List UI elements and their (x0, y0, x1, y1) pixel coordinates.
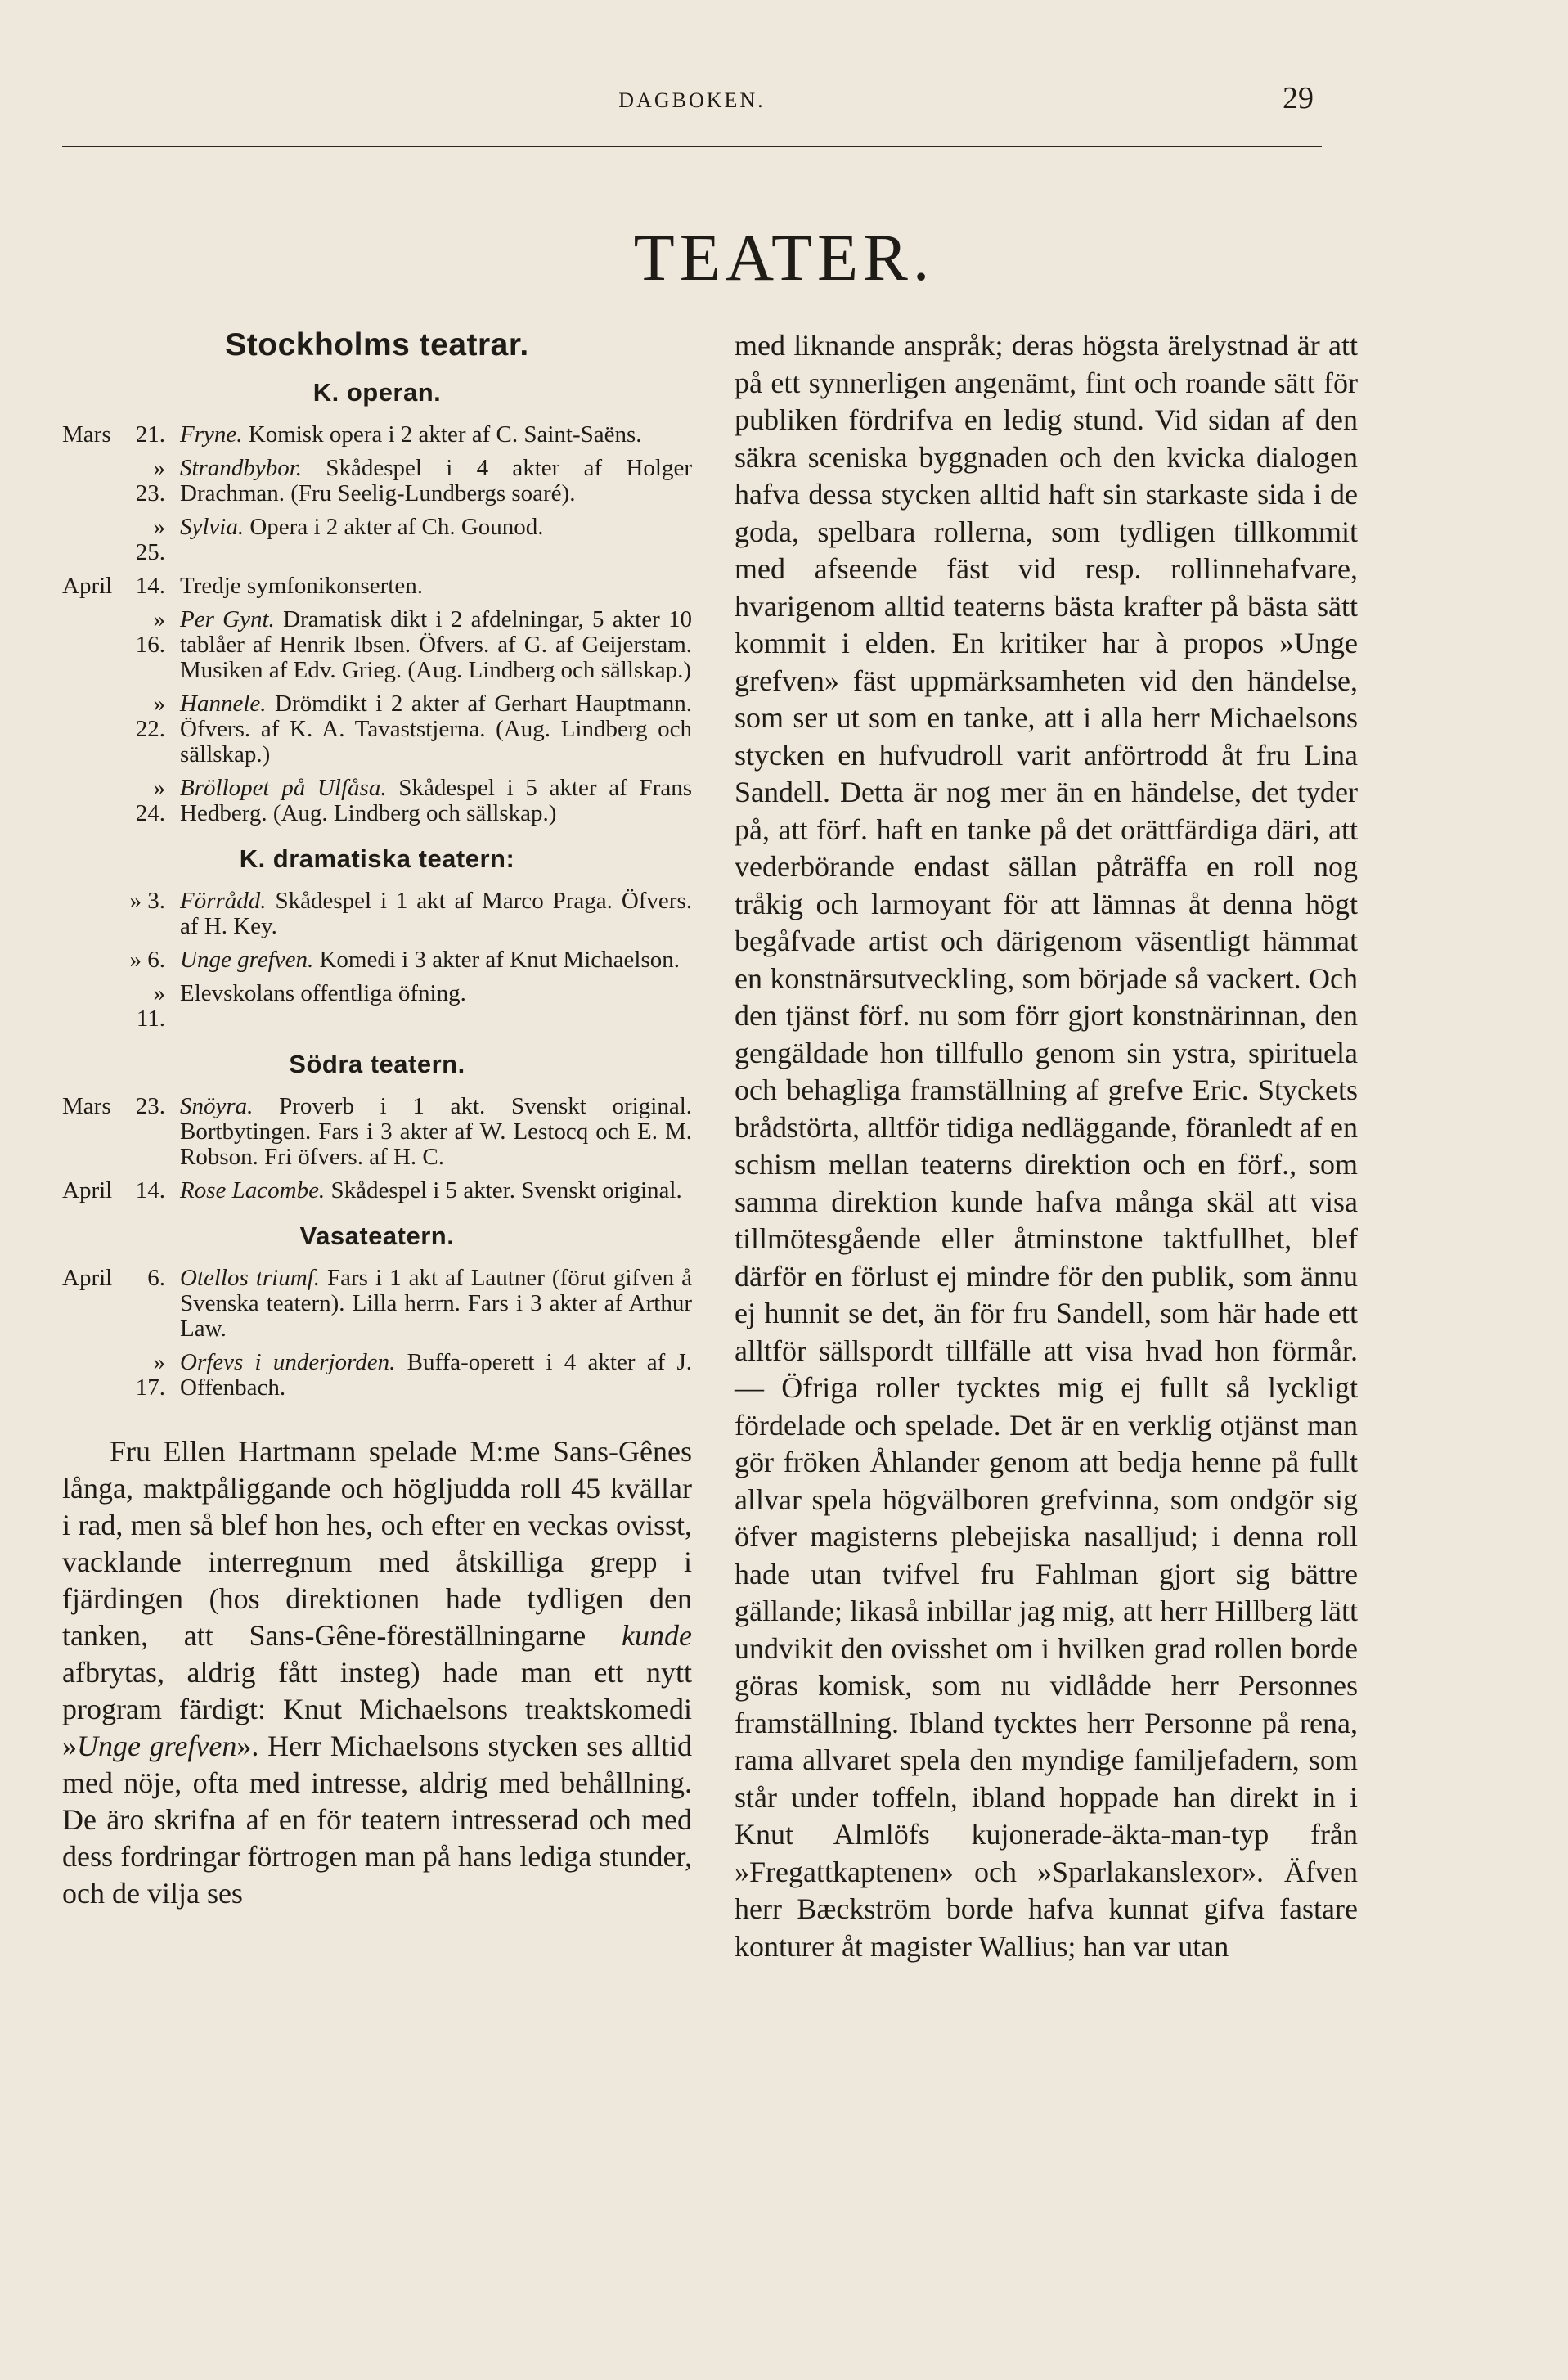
play-details: Skådespel i 5 akter. Svenskt original. (325, 1177, 682, 1203)
entry-month (62, 691, 119, 767)
list-heading: Stockholms teatrar. (225, 327, 529, 362)
entry-month (62, 1350, 119, 1401)
play-details: Tredje symfonikonserten. (180, 573, 423, 599)
article-continuation: med liknande anspråk; deras högsta ärelystnad är att på ett synnerligen angenämt, fint och roande sätt för publiken fördrifva en ledig stund. Vid sidan af den säkra sceniska byggnaden och den kvicka dialogen hafva dessa stycken alltid haft sin starkaste sida i de goda, spelbara rollerna, som tydligen tillkommit med afseende fäst vid resp. rollinnehafvare, hvarigenom alltid teaterns bästa krafter på bästa sätt kommit i elden. En kritiker har à propos »Unge grefven» fäst uppmärksamheten vid den händelse, som ser ut som en tanke, att i alla herr Michaelsons stycken en hufvudroll varit anförtrodd åt fru Lina Sandell. Detta är nog mer än en händelse, det tyder på, att förf. haft en tanke på det orättfärdiga däri, att vederbörande endast sällan påträffa en roll nog tråkig och larmoyant för att lämnas åt denna högt begåfvade artist och därigenom väsentligt hämmat en konstnärsutveckling, som började så vackert. Och den tjänst förf. nu som förr gjort konstnärinnan, den gengäldade hon tillfullo genom sin ystra, spirituela och behagliga framställning af grefve Eric. Styckets brådstörta, alltför tidiga nedläggande, föranledt af en schism mellan teaterns direktion och en förf., som samma direktion kunde hafva många skäl att visa tillmötesgående eller åtminstone taktfullhet, blef därför en förlust ej mindre för den publik, som ännu ej hunnit se det, än för fru Sandell, som här hade ett alltför sällspordt tillfälle att visa hvad hon förmår. — Öfriga roller tycktes mig ej fullt så lyckligt fördelade och spelade. Det är en verklig otjänst man gör fröken Åhlander genom att bedja henne på fullt allvar spela högvälboren grefvinna, som ondgör sig öfver magisterns plebejiska nasalljud; i denna roll hade utan tvifvel fru Fahlman gjort sig bättre gällande; likaså inbillar jag mig, att herr Hillberg lätt undvikit den ovisshet om i hvilken grad rollen borde göras komisk, som nu vidlådde herr Personnes framställning. Ibland tycktes herr Personne på rena, rama allvaret spela den myndige familjefadern, som står under toffeln, ibland hoppade han direkt in i Knut Almlöfs kujonerade-äkta-man-typ från »Fregattkaptenen» och »Sparlakanslexor». Äfven herr Bæckström borde hafva kunnat gifva fastare konturer åt magister Wallius; han var utan (735, 329, 1358, 1963)
performance-entry (62, 981, 692, 1032)
entry-day: » 3. (129, 888, 165, 914)
entry-description (180, 1094, 692, 1170)
play-details: Komedi i 3 akter af Knut Michaelson. (313, 947, 680, 973)
play-title: Per Gynt. (180, 606, 275, 632)
entry-month (62, 889, 119, 939)
performance-entry (62, 422, 692, 448)
performance-list (62, 889, 692, 1032)
performance-entry (62, 691, 692, 767)
play-details: Opera i 2 akter af Ch. Gounod. (244, 514, 544, 540)
entry-month: Mars (62, 1093, 111, 1119)
play-title: Otellos triumf. (180, 1265, 320, 1291)
performance-entry (62, 776, 692, 826)
entry-description (180, 422, 692, 448)
entry-day: » 17. (135, 1349, 165, 1401)
article-paragraph: Fru Ellen Hartmann spelade M:me Sans-Gênes långa, maktpåliggande och högljudda roll 45 kvällar i rad, men så blef hon hes, och efter en veckas ovisst, vacklande interregnum med åtskilliga grepp i fjärdingen (hos direktionen hade tydligen den tanken, att Sans-Gêne-föreställningarne kunde afbrytas, aldrig fått insteg) hade man ett nytt program färdigt: Knut Michaelsons treaktskomedi »Unge grefven». Herr Michaelsons stycken ses alltid med nöje, ofta med intresse, aldrig med behållning. De äro skrifna af en för teatern intresserad och med dess fordringar förtrogen man på hans lediga stunder, och de vilja ses (62, 1435, 692, 1910)
entry-month (62, 776, 119, 826)
entry-description (180, 456, 692, 506)
play-details: Dramatisk dikt i 2 afdelningar, 5 akter 10 tablåer af Henrik Ibsen. Öfvers. af G. af Geijerstam. Musiken af Edv. Grieg. (Aug. Lindberg och sällskap.) (180, 606, 692, 683)
play-details: Komisk opera i 2 akter af C. Saint-Saëns. (242, 421, 642, 448)
entry-day: 6. (147, 1265, 165, 1291)
play-details: Buffa-operett i 4 akter af J. Offenbach. (180, 1349, 692, 1401)
play-title: Sylvia. (180, 514, 245, 540)
play-details: Elevskolans offentliga öfning. (180, 980, 466, 1006)
play-title: Förrådd. (180, 888, 267, 914)
section-title: TEATER. (633, 220, 935, 295)
entry-day: » 25. (135, 514, 165, 565)
entry-description (180, 776, 692, 826)
entry-month (62, 515, 119, 565)
entry-description (180, 1266, 692, 1342)
performance-entry (62, 947, 692, 973)
play-details: Fars i 1 akt af Lautner (förut gifven å Svenska teatern). Lilla herrn. Fars i 3 akter af Arthur Law. (180, 1265, 692, 1342)
running-head-title: DAGBOKEN. (618, 88, 766, 112)
play-title: Snöyra. (180, 1093, 254, 1119)
play-title: Rose Lacombe. (180, 1177, 326, 1203)
theatre-sections (62, 378, 692, 1401)
play-title: Unge grefven. (180, 947, 314, 973)
entry-description (180, 607, 692, 683)
entry-day: » 16. (135, 606, 165, 658)
entry-description (180, 889, 692, 939)
entry-description (180, 981, 692, 1032)
entry-month (62, 456, 119, 506)
entry-month: April (62, 1177, 113, 1203)
performance-entry (62, 515, 692, 565)
play-details: Drömdikt i 2 akter af Gerhart Hauptmann. Öfvers. af K. A. Tavaststjerna. (Aug. Lindberg och sällskap.) (180, 691, 692, 767)
theatre-heading: Södra teatern. (289, 1050, 465, 1078)
entry-description (180, 1350, 692, 1401)
page-number: 29 (1283, 81, 1314, 115)
entry-description (180, 574, 692, 599)
entry-month: April (62, 1265, 113, 1291)
entry-month: Mars (62, 421, 111, 448)
entry-day: 21. (135, 421, 165, 448)
entry-day: 23. (135, 1093, 165, 1119)
entry-description (180, 1178, 692, 1203)
play-title: Orfevs i underjorden. (180, 1349, 396, 1375)
performance-list (62, 422, 692, 826)
entry-month (62, 947, 119, 973)
play-details: Skådespel i 4 akter af Holger Drachman. (Fru Seelig-Lundbergs soaré). (180, 455, 692, 506)
performance-list (62, 1094, 692, 1203)
entry-description (180, 691, 692, 767)
entry-month (62, 607, 119, 683)
play-title: Bröllopet på Ulfåsa. (180, 775, 387, 801)
left-column (62, 327, 692, 1912)
entry-day: 14. (135, 573, 165, 599)
performance-entry (62, 607, 692, 683)
play-title: Fryne. (180, 421, 243, 448)
performance-entry (62, 456, 692, 506)
theatre-heading: K. dramatiska teatern: (239, 844, 515, 873)
entry-day: » 6. (129, 947, 165, 973)
play-title: Hannele. (180, 691, 267, 717)
play-details: Skådespel i 1 akt af Marco Praga. Öfvers. af H. Key. (180, 888, 692, 939)
entry-month: April (62, 573, 113, 599)
play-details: Skådespel i 5 akter af Frans Hedberg. (Aug. Lindberg och sällskap.) (180, 775, 693, 826)
right-column (735, 327, 1358, 1965)
entry-description (180, 515, 692, 565)
performance-entry (62, 1350, 692, 1401)
performance-entry (62, 1178, 692, 1203)
entry-day: 14. (135, 1177, 165, 1203)
entry-day: » 23. (135, 455, 165, 506)
header-rule (62, 146, 1322, 147)
theatre-heading: K. operan. (312, 378, 442, 407)
performance-entry (62, 889, 692, 939)
entry-day: » 24. (135, 775, 165, 826)
play-details: Proverb i 1 akt. Svenskt original. Bortbytingen. Fars i 3 akter af W. Lestocq och E. M. Robson. Fri öfvers. af H. C. (180, 1093, 692, 1170)
performance-entry (62, 574, 692, 599)
play-title: Strandbybor. (180, 455, 303, 481)
performance-list (62, 1266, 692, 1401)
entry-day: » 22. (135, 691, 165, 742)
theatre-heading: Vasateatern. (299, 1221, 455, 1250)
entry-description (180, 947, 692, 973)
entry-day: » 11. (136, 980, 165, 1032)
performance-entry (62, 1094, 692, 1170)
running-head (62, 81, 1322, 146)
entry-month (62, 981, 119, 1032)
performance-entry (62, 1266, 692, 1342)
